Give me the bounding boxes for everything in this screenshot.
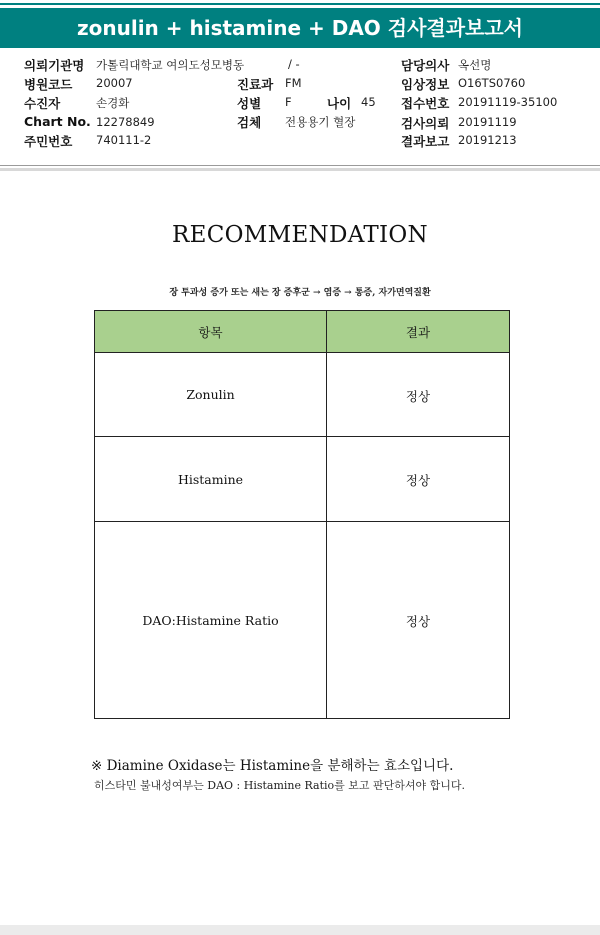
- patient-info-section: [0, 52, 600, 162]
- department-label: 진료과: [237, 77, 274, 92]
- resident-no-label: 주민번호: [24, 134, 73, 149]
- specimen-label: 검체: [237, 115, 262, 130]
- department-value: FM: [285, 76, 302, 90]
- patient-value: 손경화: [96, 96, 130, 110]
- info-divider: [0, 165, 600, 166]
- dao-note: ※ Diamine Oxidase는 Histamine을 분해하는 효소입니다.: [91, 758, 454, 774]
- row-result: 정상: [327, 437, 510, 522]
- requesting-institution-suffix: / -: [288, 57, 300, 71]
- row-item: Histamine: [95, 437, 327, 522]
- clinical-info-label: 임상정보: [401, 77, 450, 92]
- header-item: 항목: [95, 311, 327, 353]
- table-header-row: [95, 311, 510, 353]
- chart-no-label: Chart No.: [24, 114, 91, 129]
- table-row: [95, 522, 510, 719]
- clinical-info-value: O16TS0760: [458, 76, 526, 90]
- patient-label: 수진자: [24, 96, 61, 111]
- requesting-institution-value: 가톨릭대학교 여의도성모병동: [96, 58, 245, 72]
- test-request-label: 검사의뢰: [401, 116, 450, 131]
- doctor-value: 옥선명: [458, 58, 492, 72]
- specimen-value: 전용용기 혈장: [285, 115, 356, 129]
- receipt-no-label: 접수번호: [401, 96, 450, 111]
- pathway-text: 장 투과성 증가 또는 새는 장 증후군 → 염증 → 통증, 자가면역질환: [169, 288, 431, 298]
- histamine-intolerance-note: 히스타민 불내성여부는 DAO : Histamine Ratio를 보고 판단하셔야 합니다.: [94, 779, 466, 792]
- top-accent-line: [0, 3, 600, 5]
- row-item: DAO:Histamine Ratio: [95, 522, 327, 719]
- header-result: 결과: [327, 311, 510, 353]
- recommendation-heading: RECOMMENDATION: [172, 222, 428, 248]
- receipt-no-value: 20191119-35100: [458, 95, 558, 109]
- requesting-institution-label: 의뢰기관명: [24, 58, 85, 73]
- info-divider-shadow: [0, 168, 600, 171]
- resident-no-value: 740111-2: [96, 133, 152, 147]
- test-request-value: 20191119: [458, 115, 517, 129]
- age-label: 나이: [327, 96, 352, 111]
- row-result: 정상: [327, 353, 510, 437]
- hospital-code-value: 20007: [96, 76, 133, 90]
- hospital-code-label: 병원코드: [24, 77, 73, 92]
- table-row: [95, 353, 510, 437]
- row-item: Zonulin: [95, 353, 327, 437]
- age-value: 45: [361, 95, 376, 109]
- result-report-label: 결과보고: [401, 134, 450, 149]
- row-result: 정상: [327, 522, 510, 719]
- doctor-label: 담당의사: [401, 58, 450, 73]
- report-title: zonulin + histamine + DAO 검사결과보고서: [0, 8, 600, 48]
- table-row: [95, 437, 510, 522]
- chart-no-value: 12278849: [96, 115, 155, 129]
- sex-label: 성별: [237, 96, 262, 111]
- sex-value: F: [285, 95, 292, 109]
- result-report-value: 20191213: [458, 133, 517, 147]
- results-table: [94, 310, 510, 719]
